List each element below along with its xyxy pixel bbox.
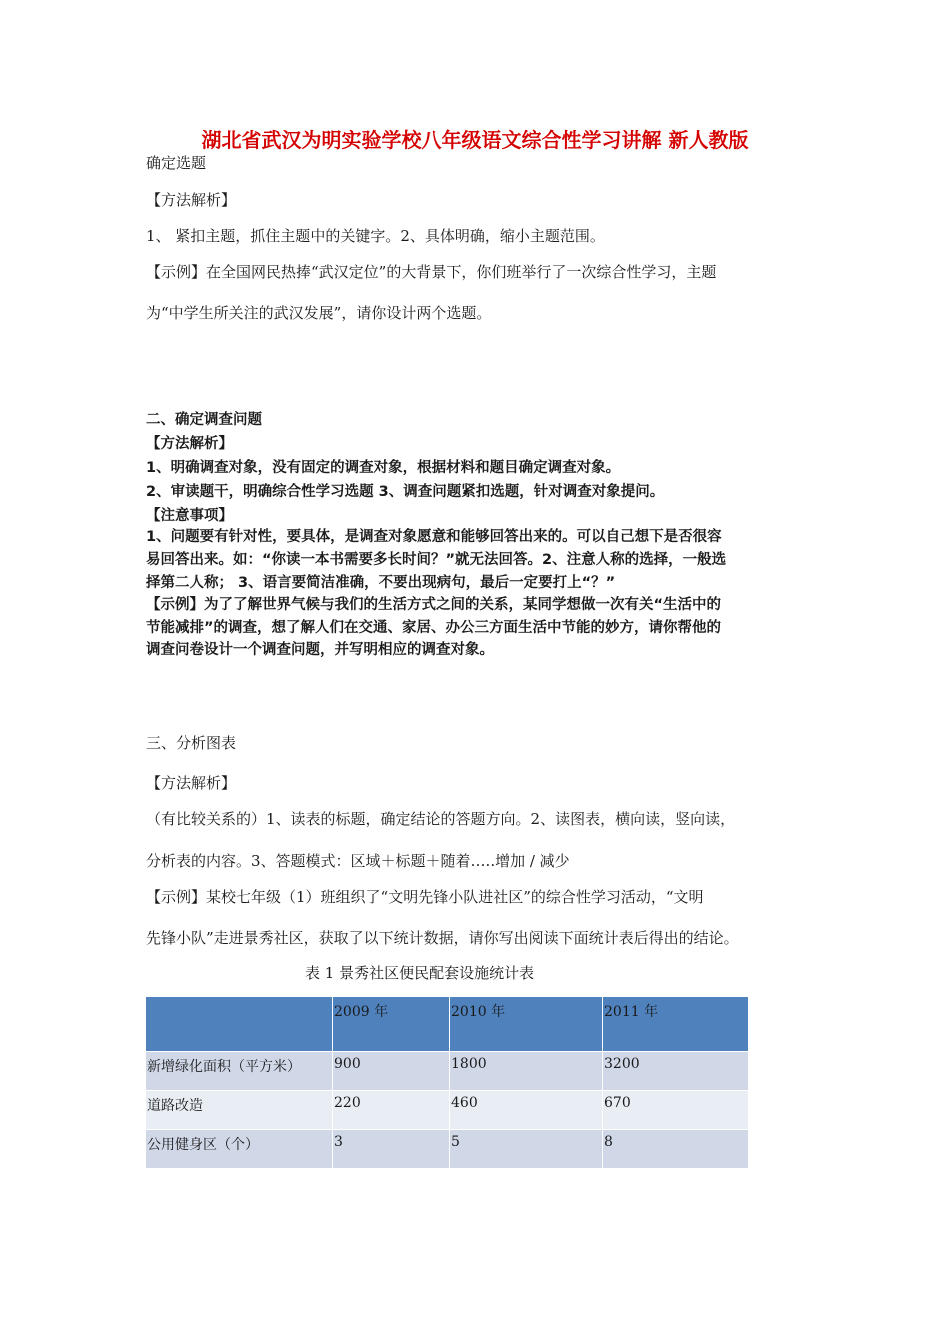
section2-heading: 二、确定调查问题 xyxy=(146,412,262,428)
section2-example-2: 节能减排”的调查，想了解人们在交通、家居、办公三方面生活中节能的妙方，请你帮他的 xyxy=(146,620,722,636)
section2-example-3: 调查问卷设计一个调查问题，并写明相应的调查对象。 xyxy=(146,642,494,658)
section2-method-label: 【方法解析】 xyxy=(146,436,233,452)
table-cell: 公用健身区（个） xyxy=(146,1130,333,1169)
section2-example-1: 【示例】为了了解世界气候与我们的生活方式之间的关系，某同学想做一次有关“生活中的 xyxy=(146,597,722,613)
table-header-cell: 2011 年 xyxy=(603,997,749,1052)
table-cell: 8 xyxy=(603,1130,749,1169)
facilities-table xyxy=(145,996,749,1169)
table-header-cell: 2009 年 xyxy=(333,997,450,1052)
section1-heading: 确定选题 xyxy=(146,154,207,172)
table-cell: 900 xyxy=(333,1052,450,1091)
table-header-cell xyxy=(146,997,333,1052)
section3-example-line2: 先锋小队”走进景秀社区，获取了以下统计数据，请你写出阅读下面统计表后得出的结论。 xyxy=(146,929,739,947)
section2-notes-label: 【注意事项】 xyxy=(146,508,233,524)
table-cell: 1800 xyxy=(450,1052,603,1091)
document-title: 湖北省武汉为明实验学校八年级语文综合性学习讲解 新人教版 xyxy=(201,128,749,152)
section3-method-label: 【方法解析】 xyxy=(146,774,237,792)
section3-method-line2: 分析表的内容。3、答题模式：区域＋标题＋随着…..增加 / 减少 xyxy=(146,852,570,870)
table-cell: 5 xyxy=(450,1130,603,1169)
table-cell: 460 xyxy=(450,1091,603,1130)
table-row xyxy=(146,1091,749,1130)
table-cell: 3200 xyxy=(603,1052,749,1091)
table-row xyxy=(146,1130,749,1169)
section2-method-1: 1、明确调查对象，没有固定的调查对象，根据材料和题目确定调查对象。 xyxy=(146,460,621,476)
section2-method-2: 2、审读题干，明确综合性学习选题 3、调查问题紧扣选题，针对调查对象提问。 xyxy=(146,484,665,500)
section1-method-text: 1、 紧扣主题，抓住主题中的关键字。2、具体明确，缩小主题范围。 xyxy=(146,227,605,245)
section2-notes-3: 择第二人称； 3、语言要简洁准确，不要出现病句，最后一定要打上“？” xyxy=(146,575,616,591)
section3-example-line1: 【示例】某校七年级（1）班组织了“文明先锋小队进社区”的综合性学习活动，“文明 xyxy=(146,888,704,906)
table-cell: 新增绿化面积（平方米） xyxy=(146,1052,333,1091)
section3-heading: 三、分析图表 xyxy=(146,734,237,752)
section3-method-line1: （有比较关系的）1、读表的标题，确定结论的答题方向。2、读图表，横向读，竖向读， xyxy=(146,810,736,828)
table-caption: 表 1 景秀社区便民配套设施统计表 xyxy=(305,964,535,982)
section1-method-label: 【方法解析】 xyxy=(146,191,237,209)
table-header-cell: 2010 年 xyxy=(450,997,603,1052)
table-row xyxy=(146,1052,749,1091)
table-cell: 道路改造 xyxy=(146,1091,333,1130)
table-header-row xyxy=(146,997,749,1052)
table-cell: 670 xyxy=(603,1091,749,1130)
section1-example-line1: 【示例】在全国网民热捧“武汉定位”的大背景下，你们班举行了一次综合性学习，主题 xyxy=(146,263,717,281)
section2-notes-2: 易回答出来。如：“你读一本书需要多长时间？”就无法回答。2、注意人称的选择，一般选 xyxy=(146,552,727,568)
table-cell: 3 xyxy=(333,1130,450,1169)
section1-example-line2: 为“中学生所关注的武汉发展”，请你设计两个选题。 xyxy=(146,304,492,322)
table-cell: 220 xyxy=(333,1091,450,1130)
section2-notes-1: 1、问题要有针对性，要具体，是调查对象愿意和能够回答出来的。可以自己想下是否很容 xyxy=(146,529,722,545)
